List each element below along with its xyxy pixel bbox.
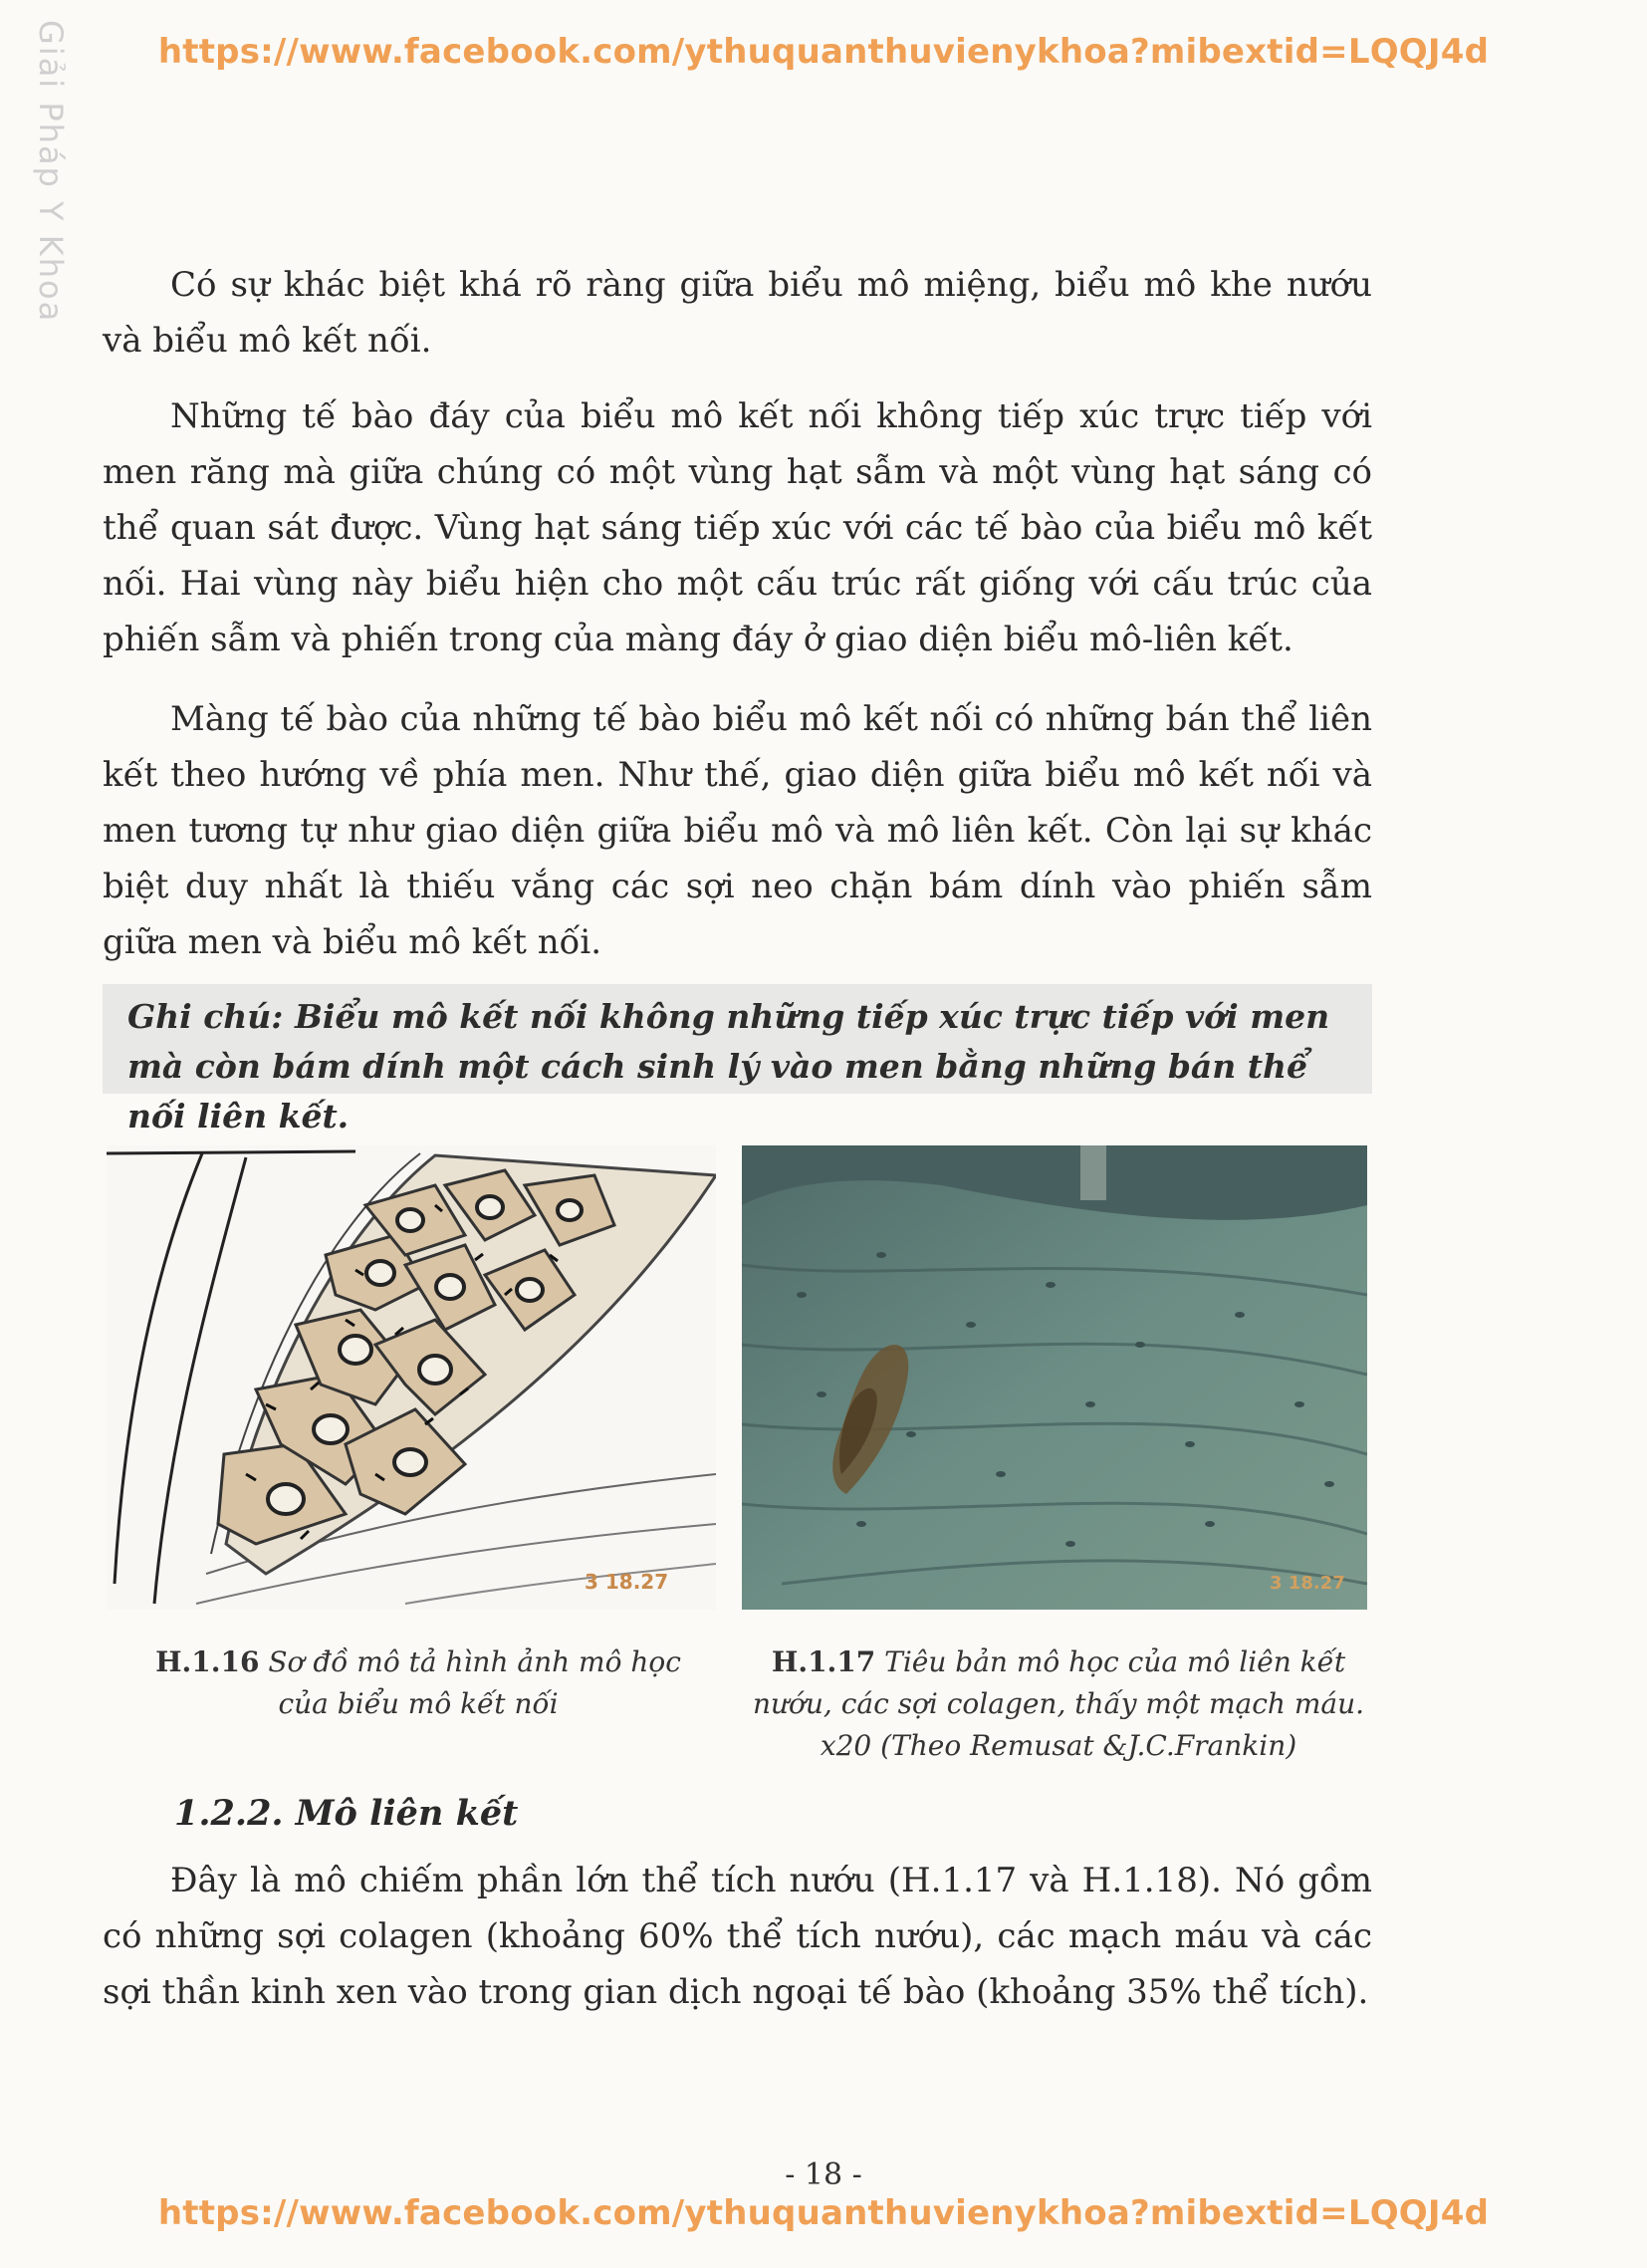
- paragraph-3: Màng tế bào của những tế bào biểu mô kết nối có những bán thể liên kết theo hướng về phía men. Như thế, giao diện giữa biểu mô kết nối và men tương tự như giao diện giữa biểu mô và mô liên kết. Còn lại sự khác biệt duy nhất là thiếu vắng các sợi neo chặn bám dính vào phiến sẫm giữa men và biểu mô kết nối.: [103, 699, 1372, 962]
- paragraph-1: Có sự khác biệt khá rõ ràng giữa biểu mô miệng, biểu mô khe nướu và biểu mô kết nối.: [103, 265, 1372, 361]
- figure-1-caption: [139, 1641, 697, 1725]
- side-watermark: Giải Pháp Y Khoa: [32, 20, 70, 324]
- watermark-url-bottom[interactable]: https://www.facebook.com/ythuquanthuvienykhoa?mibextid=LQQJ4d: [157, 2193, 1490, 2233]
- figure-2-label: H.1.17: [771, 1645, 876, 1678]
- note-box: [103, 984, 1372, 1135]
- figure-histology-photo: [742, 1145, 1367, 1610]
- figure-1-label: H.1.16: [155, 1645, 260, 1678]
- histology-slide-image: [742, 1145, 1367, 1610]
- section-heading: 1.2.2. Mô liên kết: [174, 1793, 519, 1834]
- junctional-epithelium-diagram: [107, 1145, 716, 1610]
- note-text: Ghi chú: Biểu mô kết nối không những tiếp xúc trực tiếp với men mà còn bám dính một cách sinh lý vào men bằng những bán thể nối liên kết.: [127, 997, 1330, 1135]
- figure-diagram: [107, 1145, 716, 1610]
- figure-1-caption-text: Sơ đồ mô tả hình ảnh mô học của biểu mô kết nối: [268, 1645, 681, 1720]
- paragraph-2: Những tế bào đáy của biểu mô kết nối không tiếp xúc trực tiếp với men răng mà giữa chúng có một vùng hạt sẫm và một vùng hạt sáng có thể quan sát được. Vùng hạt sáng tiếp xúc với các tế bào của biểu mô kết nối. Hai vùng này biểu hiện cho một cấu trúc rất giống với cấu trúc của phiến sẫm và phiến trong của màng đáy ở giao diện biểu mô-liên kết.: [103, 396, 1372, 659]
- figure-1-stamp: 3 18.27: [585, 1570, 669, 1594]
- figure-2-caption: [745, 1641, 1372, 1767]
- section-paragraph: Đây là mô chiếm phần lớn thể tích nướu (H.1.17 và H.1.18). Nó gồm có những sợi colagen (khoảng 60% thể tích nướu), các mạch máu và các sợi thần kinh xen vào trong gian dịch ngoại tế bào (khoảng 35% thể tích).: [103, 1861, 1372, 2012]
- page-number: - 18 -: [785, 2157, 862, 2192]
- watermark-url-top[interactable]: https://www.facebook.com/ythuquanthuvienykhoa?mibextid=LQQJ4d: [157, 32, 1490, 72]
- figure-2-stamp: 3 18.27: [1270, 1573, 1345, 1594]
- figure-2-caption-text: Tiêu bản mô học của mô liên kết nướu, các sợi colagen, thấy một mạch máu. x20 (Theo Remusat &J.C.Frankin): [752, 1645, 1365, 1762]
